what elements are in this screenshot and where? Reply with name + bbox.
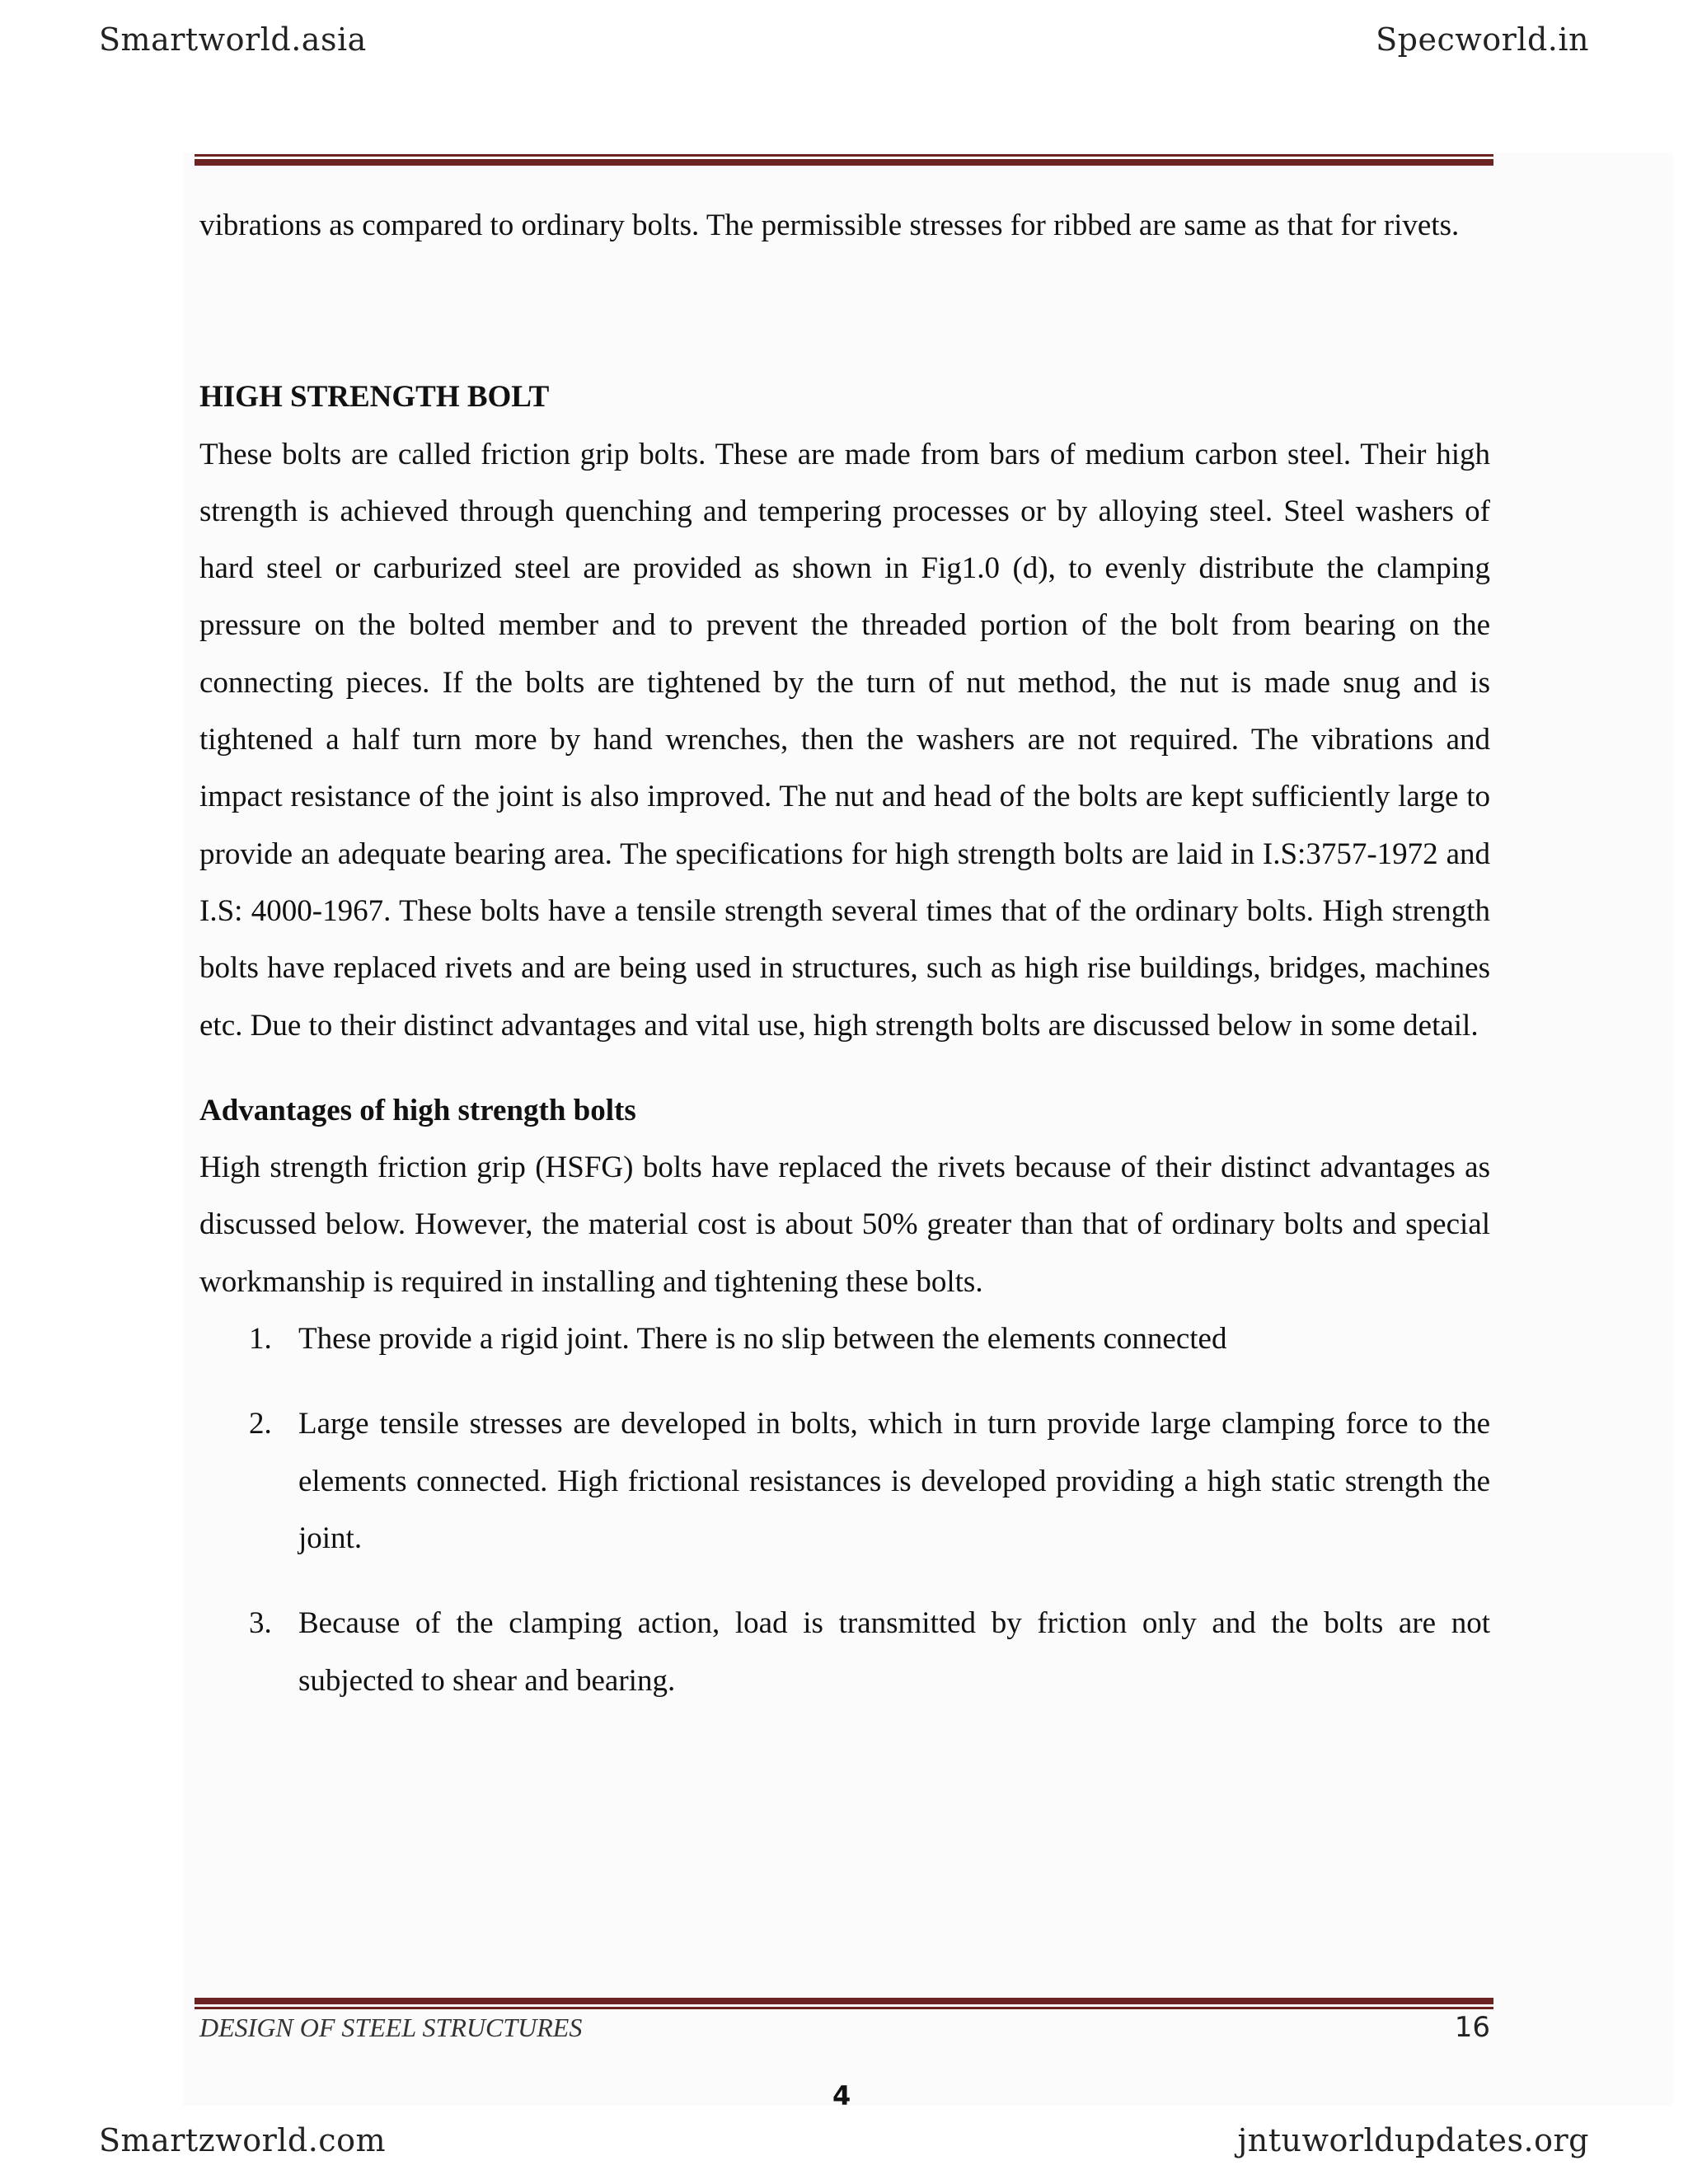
list-text: These provide a rigid joint. There is no slip between the elements connected xyxy=(298,1322,1227,1357)
list-item xyxy=(199,1395,1490,1567)
list-text: Because of the clamping action, load is transmitted by friction only and the bolts are not subjected to shear and bearing. xyxy=(298,1606,1490,1698)
intro-paragraph: vibrations as compared to ordinary bolts. The permissible stresses for ribbed are same as that for rivets. xyxy=(199,209,1460,242)
section-paragraph: These bolts are called friction grip bolts. These are made from bars of medium carbon steel. Their high strength is achieved through quenching and tempering processes or by alloying steel. Steel washers of hard steel or carburized steel are provided as shown in Fig1.0 (d), to evenly distribute the clamping pressure on the bolted member and to prevent the threaded portion of the bolt from bearing on the connecting pieces. If the bolts are tightened by the turn of nut method, the nut is made snug and is tightened a half turn more by hand wrenches, then the washers are not required. The vibrations and impact resistance of the joint is also improved. The nut and head of the bolts are kept sufficiently large to provide an adequate bearing area. The specifications for high strength bolts are laid in I.S:3757-1972 and I.S: 4000-1967. These bolts have a tensile strength several times that of the ordinary bolts. High strength bolts have replaced rivets and are being used in structures, such as high rise buildings, bridges, machines etc. Due to their distinct advantages and vital use, high strength bolts are discussed below in some detail. xyxy=(199,437,1490,1043)
list-text: Large tensile stresses are developed in bolts, which in turn provide large clamping force to the elements connected. High frictional resistances is developed providing a high static strength the joint. xyxy=(298,1407,1490,1555)
advantages-list xyxy=(199,1310,1490,1709)
watermark-bottom-right: jntuworldupdates.org xyxy=(1237,2122,1589,2158)
list-item xyxy=(199,1595,1490,1709)
sub-heading: Advantages of high strength bolts xyxy=(199,1093,636,1127)
list-number: 3. xyxy=(249,1606,272,1641)
section-heading: HIGH STRENGTH BOLT xyxy=(199,380,550,415)
list-number: 2. xyxy=(249,1407,272,1441)
footer-title: DESIGN OF STEEL STRUCTURES xyxy=(199,2013,583,2042)
watermark-top-right: Specworld.in xyxy=(1376,21,1589,58)
header-rule xyxy=(195,154,1493,166)
footer-rule xyxy=(195,1998,1493,2009)
sub-paragraph: High strength friction grip (HSFG) bolts have replaced the rivets because of their distinct advantages as discussed below. However, the material cost is about 50% greater than that of ordinary bolts and special workmanship is required in installing and tightening these bolts. xyxy=(199,1151,1490,1299)
watermark-top-left: Smartworld.asia xyxy=(99,21,367,58)
document-body xyxy=(199,197,1490,1709)
list-item xyxy=(199,1310,1490,1367)
watermark-bottom-left: Smartzworld.com xyxy=(99,2122,386,2158)
list-number: 1. xyxy=(249,1322,272,1357)
scan-page-number: 4 xyxy=(832,2080,851,2111)
footer-page-number: 16 xyxy=(1454,2011,1490,2044)
